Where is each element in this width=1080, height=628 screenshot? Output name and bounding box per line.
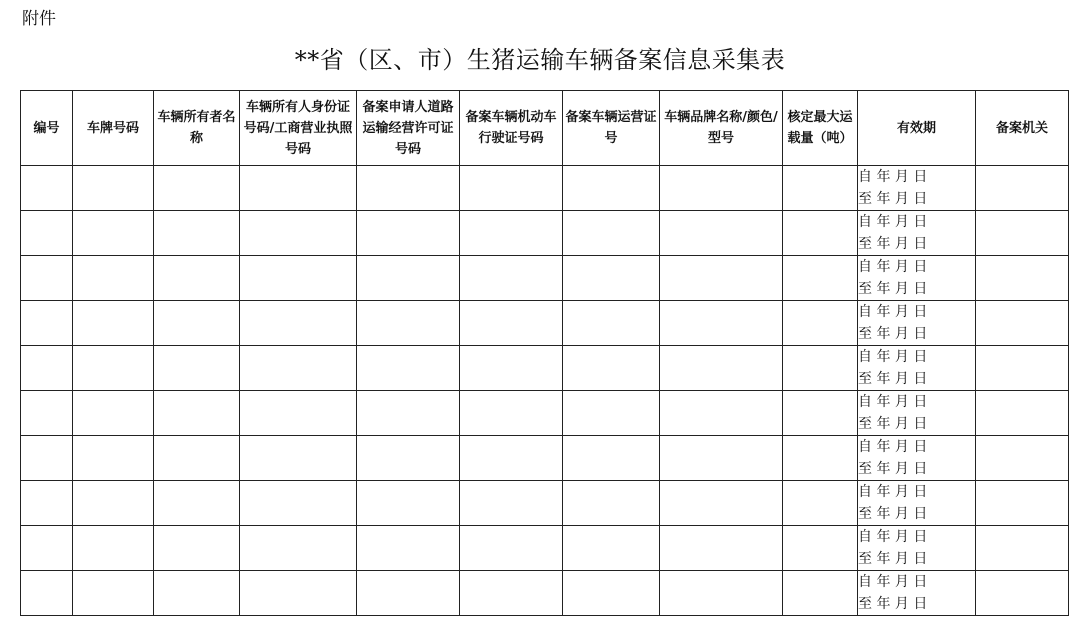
table-cell [21, 526, 73, 571]
table-cell [240, 526, 357, 571]
table-cell [73, 391, 154, 436]
table-cell [73, 346, 154, 391]
table-cell [240, 301, 357, 346]
table-cell [21, 211, 73, 256]
table-cell [976, 481, 1069, 526]
table-cell [73, 256, 154, 301]
table-cell [240, 346, 357, 391]
table-cell [783, 481, 858, 526]
table-cell [783, 211, 858, 256]
table-cell [357, 301, 460, 346]
table-cell [21, 301, 73, 346]
table-cell [21, 346, 73, 391]
table-cell [460, 256, 563, 301]
table-cell [73, 166, 154, 211]
validity-cell [858, 346, 976, 391]
validity-from-line: 自 年 月 日 [858, 484, 928, 500]
table-cell [73, 211, 154, 256]
table-cell [21, 391, 73, 436]
table-cell [154, 571, 240, 616]
validity-to-line: 至 年 月 日 [858, 191, 928, 207]
table-cell [357, 436, 460, 481]
table-cell [660, 166, 783, 211]
table-cell [460, 571, 563, 616]
table-body [21, 166, 1069, 616]
validity-to-line: 至 年 月 日 [858, 416, 928, 432]
table-cell [357, 481, 460, 526]
table-cell [783, 256, 858, 301]
column-header-operation-cert: 备案车辆运营证号 [563, 91, 660, 166]
validity-from-line: 自 年 月 日 [858, 259, 928, 275]
table-cell [21, 166, 73, 211]
table-cell [460, 436, 563, 481]
table-cell [460, 301, 563, 346]
table-cell [460, 481, 563, 526]
table-cell [563, 346, 660, 391]
table-cell [357, 391, 460, 436]
table-cell [21, 571, 73, 616]
table-row [21, 166, 1069, 211]
validity-to-line: 至 年 月 日 [858, 371, 928, 387]
column-header-authority: 备案机关 [976, 91, 1069, 166]
validity-from-line: 自 年 月 日 [858, 574, 928, 590]
validity-to-line: 至 年 月 日 [858, 236, 928, 252]
table-cell [563, 256, 660, 301]
table-cell [73, 571, 154, 616]
table-cell [460, 166, 563, 211]
validity-from-line: 自 年 月 日 [858, 214, 928, 230]
table-cell [154, 256, 240, 301]
table-cell [154, 346, 240, 391]
table-cell [240, 256, 357, 301]
column-header-transport-license: 备案申请人道路运输经营许可证号码 [357, 91, 460, 166]
validity-to-line: 至 年 月 日 [858, 506, 928, 522]
document-title: **省（区、市）生猪运输车辆备案信息采集表 [294, 46, 786, 74]
table-cell [660, 346, 783, 391]
table-cell [73, 301, 154, 346]
table-cell [783, 391, 858, 436]
table-row [21, 301, 1069, 346]
table-header-row [21, 91, 1069, 166]
table-cell [976, 301, 1069, 346]
column-header-validity: 有效期 [858, 91, 976, 166]
table-cell [660, 571, 783, 616]
table-row [21, 346, 1069, 391]
table-cell [660, 526, 783, 571]
table-row [21, 571, 1069, 616]
table-cell [563, 211, 660, 256]
table-cell [976, 436, 1069, 481]
table-row [21, 436, 1069, 481]
validity-cell [858, 481, 976, 526]
table-cell [240, 391, 357, 436]
table-row [21, 256, 1069, 301]
validity-to-line: 至 年 月 日 [858, 281, 928, 297]
table-cell [783, 166, 858, 211]
table-cell [357, 526, 460, 571]
validity-from-line: 自 年 月 日 [858, 349, 928, 365]
table-cell [783, 436, 858, 481]
validity-cell [858, 211, 976, 256]
validity-cell [858, 166, 976, 211]
validity-to-line: 至 年 月 日 [858, 461, 928, 477]
table-cell [154, 211, 240, 256]
table-cell [240, 211, 357, 256]
table-cell [976, 166, 1069, 211]
registration-form-table [20, 90, 1069, 616]
table-cell [357, 346, 460, 391]
table-cell [21, 256, 73, 301]
validity-from-line: 自 年 月 日 [858, 304, 928, 320]
table-cell [563, 526, 660, 571]
table-row [21, 211, 1069, 256]
table-cell [976, 256, 1069, 301]
table-row [21, 391, 1069, 436]
table-cell [783, 571, 858, 616]
table-cell [660, 436, 783, 481]
table-cell [240, 571, 357, 616]
table-cell [783, 301, 858, 346]
attachment-label: 附件 [22, 9, 56, 29]
table-cell [73, 526, 154, 571]
table-cell [154, 301, 240, 346]
validity-cell [858, 391, 976, 436]
validity-cell [858, 436, 976, 481]
table-cell [563, 301, 660, 346]
table-cell [563, 481, 660, 526]
table-cell [357, 571, 460, 616]
table-cell [357, 256, 460, 301]
table-cell [154, 526, 240, 571]
column-header-owner-name: 车辆所有者名称 [154, 91, 240, 166]
validity-cell [858, 571, 976, 616]
column-header-owner-id: 车辆所有人身份证号码/工商营业执照号码 [240, 91, 357, 166]
table-cell [976, 526, 1069, 571]
table-cell [783, 526, 858, 571]
validity-from-line: 自 年 月 日 [858, 439, 928, 455]
table-cell [357, 211, 460, 256]
table-cell [660, 256, 783, 301]
table-cell [563, 571, 660, 616]
table-cell [976, 211, 1069, 256]
validity-to-line: 至 年 月 日 [858, 326, 928, 342]
table-cell [563, 391, 660, 436]
table-cell [976, 571, 1069, 616]
table-cell [240, 166, 357, 211]
table-cell [460, 211, 563, 256]
table-cell [154, 481, 240, 526]
table-cell [783, 346, 858, 391]
table-cell [460, 526, 563, 571]
table-cell [154, 391, 240, 436]
table-cell [357, 166, 460, 211]
validity-to-line: 至 年 月 日 [858, 551, 928, 567]
table-row [21, 526, 1069, 571]
column-header-number: 编号 [21, 91, 73, 166]
column-header-brand-color-model: 车辆品牌名称/颜色/型号 [660, 91, 783, 166]
validity-from-line: 自 年 月 日 [858, 169, 928, 185]
table-cell [73, 481, 154, 526]
table-cell [660, 211, 783, 256]
table-row [21, 481, 1069, 526]
table-cell [460, 346, 563, 391]
column-header-max-load: 核定最大运载量（吨） [783, 91, 858, 166]
table-cell [660, 481, 783, 526]
table-cell [660, 301, 783, 346]
table-cell [563, 166, 660, 211]
table-cell [460, 391, 563, 436]
table-cell [21, 436, 73, 481]
column-header-driving-license: 备案车辆机动车行驶证号码 [460, 91, 563, 166]
table-cell [563, 436, 660, 481]
validity-from-line: 自 年 月 日 [858, 529, 928, 545]
table-cell [21, 481, 73, 526]
table-cell [240, 481, 357, 526]
validity-cell [858, 301, 976, 346]
table-cell [240, 436, 357, 481]
table-cell [976, 391, 1069, 436]
table-cell [154, 166, 240, 211]
table-cell [154, 436, 240, 481]
table-cell [660, 391, 783, 436]
table-cell [976, 346, 1069, 391]
validity-cell [858, 526, 976, 571]
validity-to-line: 至 年 月 日 [858, 596, 928, 612]
table-cell [73, 436, 154, 481]
validity-cell [858, 256, 976, 301]
validity-from-line: 自 年 月 日 [858, 394, 928, 410]
column-header-plate: 车牌号码 [73, 91, 154, 166]
